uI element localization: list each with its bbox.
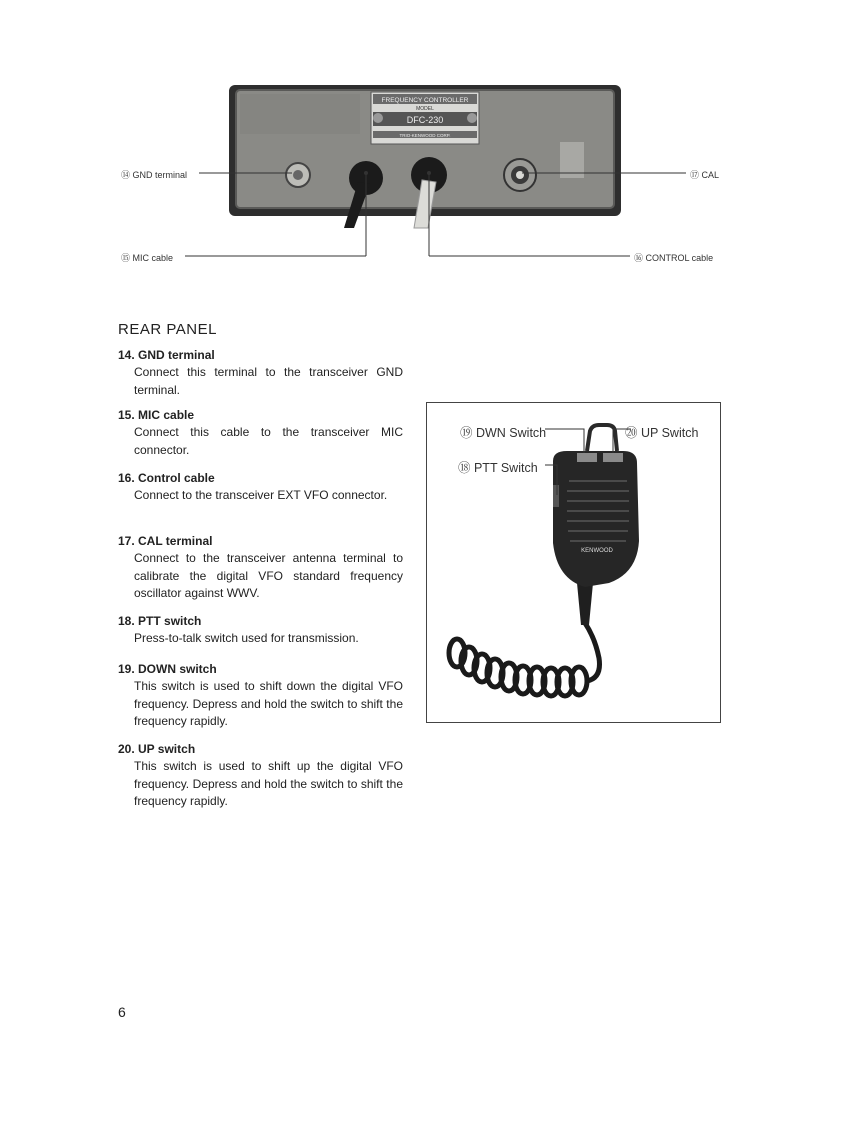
nameplate-line4: TRIO-KENWOOD CORP. xyxy=(399,133,451,138)
item-mic-cable xyxy=(118,408,403,459)
item-text: This switch is used to shift up the digital VFO frequency. Depress and hold the switch to shift the frequency rapidly. xyxy=(134,759,403,808)
dwn-switch-label: ⑲ DWN Switch xyxy=(460,426,547,440)
item-up-switch xyxy=(118,742,403,811)
item-text: Connect to the transceiver antenna terminal to calibrate the digital VFO standard frequency oscillator against WWV. xyxy=(134,551,403,600)
callout-cal: ⑰ CAL xyxy=(690,170,720,180)
item-down-switch xyxy=(118,662,403,731)
section-title: REAR PANEL xyxy=(118,321,217,338)
item-title: 19. DOWN switch xyxy=(118,662,217,676)
item-title: 14. GND terminal xyxy=(118,348,215,362)
page-number: 6 xyxy=(118,1004,126,1020)
item-text: Connect to the transceiver EXT VFO connector. xyxy=(134,488,388,502)
microphone-body xyxy=(553,451,639,587)
microphone-brand: KENWOOD xyxy=(581,548,613,554)
item-cal-terminal xyxy=(118,534,403,603)
item-text: This switch is used to shift down the digital VFO frequency. Depress and hold the switch to shift the frequency rapidly. xyxy=(134,679,403,728)
microphone-illustration xyxy=(427,403,720,722)
nameplate-line1: FREQUENCY CONTROLLER xyxy=(381,97,469,104)
ptt-switch-label: ⑱ PTT Switch xyxy=(458,461,538,475)
up-switch xyxy=(603,453,623,462)
item-text: Press-to-talk switch used for transmission. xyxy=(134,631,359,645)
up-switch-label: ⑳ UP Switch xyxy=(625,426,699,440)
item-gnd-terminal xyxy=(118,348,403,399)
item-title: 20. UP switch xyxy=(118,742,196,756)
callout-mic-cable: ⑮ MIC cable xyxy=(121,253,174,263)
item-title: 16. Control cable xyxy=(118,471,215,485)
callout-control-cable: ⑯ CONTROL cable xyxy=(634,253,714,263)
item-text: Connect this terminal to the transceiver GND terminal. xyxy=(134,365,403,397)
item-control-cable xyxy=(118,471,403,505)
nameplate-line3: DFC-230 xyxy=(406,115,444,125)
nameplate-line2: MODEL xyxy=(416,106,434,112)
callout-gnd-terminal: ⑭ GND terminal xyxy=(121,170,188,180)
item-text: Connect this cable to the transceiver MIC connector. xyxy=(134,425,403,457)
item-ptt-switch xyxy=(118,614,403,648)
ptt-switch xyxy=(553,485,559,507)
item-title: 15. MIC cable xyxy=(118,408,195,422)
microphone-figure xyxy=(426,402,721,723)
dwn-switch xyxy=(577,453,597,462)
item-title: 17. CAL terminal xyxy=(118,534,213,548)
item-title: 18. PTT switch xyxy=(118,614,202,628)
coiled-cord xyxy=(449,639,587,696)
